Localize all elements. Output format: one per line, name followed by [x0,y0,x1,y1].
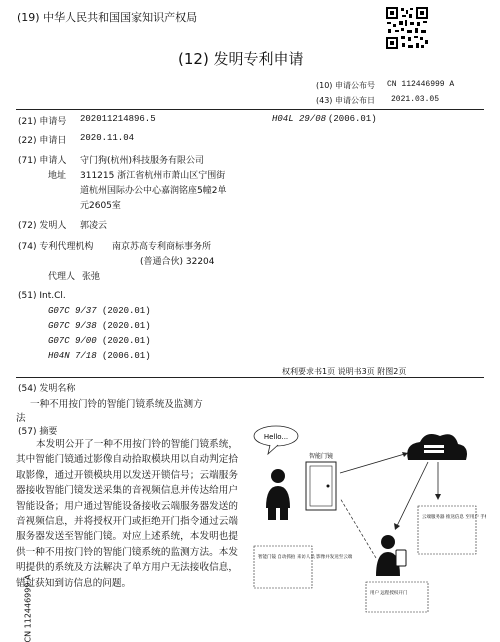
title-label: (54) 发明名称 [18,384,76,394]
app-no: 202011214896.5 [80,114,156,124]
address-label: 地址 [48,171,67,181]
user-icon [376,535,406,576]
cloud-server-icon [407,434,467,460]
agency-line: (普通合伙) 32204 [140,257,215,267]
int-cl-version: (2006.01) [102,351,151,361]
door-label: 智能门镜 [308,453,334,460]
int-cl-code: G07C 9/37 [48,306,97,316]
address-line: 元2605室 [80,201,121,211]
note-right: 云端服务器 推送信息 至用户 手机 [422,515,486,520]
int-cl-version: (2020.01) [102,336,151,346]
right-class-code: H04L 29/08 [272,114,327,124]
side-publication-code: CN 112446999 A [23,574,33,642]
abstract-figure [248,418,486,618]
invention-title: 法 [16,413,26,424]
int-cl-code: G07C 9/00 [48,336,97,346]
applicant: 守门狗(杭州)科技服务有限公司 [80,156,205,166]
app-date-label: (22) 申请日 [18,136,67,146]
visitor-icon [266,469,290,520]
header-divider [16,109,484,110]
int-cl-version: (2020.01) [102,321,151,331]
agency-line: 南京苏高专利商标事务所 [112,242,212,252]
pages-summary: 权利要求书1页 说明书3页 附图2页 [282,367,407,376]
int-cl-code: G07C 9/38 [48,321,97,331]
abstract-text: 本发明公开了一种不用按门铃的智能门镜系统，其中智能门镜通过影像自动拾取模块用以自动判定拾取影像，通过开锁模块用以发送开锁信号；云端服务器接收智能门镜发送采集的音视频信息并传达给用户智能设备；用户通过智能设备接收云端服务器发送的音视频信息，并将授权开门或拒绝开门指令通过云端服务器发送至智能门镜。对应上述系统，本发明也提供一种不用按门铃的智能门镜系统的监测方法。本发明提供的系统及方法解决了单方用户无法接收信息，错过获知到访信息的问题。 [16,439,238,589]
office-name: (19) 中华人民共和国国家知识产权局 [17,11,198,24]
note-left: 智能门镜 自动抓拍 来访人员 影像并发送至云端 [258,555,353,560]
int-cl-label: (51) Int.Cl. [18,291,66,301]
bubble-text: Hello... [263,433,289,441]
address-line: 道杭州国际办公中心嘉润铭座5幢2单 [80,186,227,196]
pub-date-label: (43) 申请公布日 [316,96,375,105]
door-icon [306,462,336,510]
pub-date: 2021.03.05 [391,95,440,104]
note-bottom: 用户 远程授权开门 [370,591,408,596]
address-line: 311215 浙江省杭州市萧山区宁围街 [80,171,226,181]
qr-code [385,6,429,50]
biblio-divider [16,377,484,378]
inventor: 郭凌云 [80,221,108,231]
app-no-label: (21) 申请号 [18,117,67,127]
inventor-label: (72) 发明人 [18,221,67,231]
agency-label: (74) 专利代理机构 [18,242,94,252]
agent-label: 代理人 [48,272,76,282]
agent: 张弛 [82,272,101,282]
document-type: (12) 发明专利申请 [178,50,304,68]
applicant-label: (71) 申请人 [18,156,67,166]
int-cl-code: H04N 7/18 [48,351,97,361]
right-class-version: (2006.01) [328,114,377,124]
invention-title: 一种不用按门铃的智能门镜系统及监测方 [30,399,203,410]
pub-no-label: (10) 申请公布号 [316,81,375,90]
pub-no: CN 112446999 A [387,80,455,89]
abstract-label: (57) 摘要 [18,427,58,437]
int-cl-version: (2020.01) [102,306,151,316]
app-date: 2020.11.04 [80,133,135,143]
